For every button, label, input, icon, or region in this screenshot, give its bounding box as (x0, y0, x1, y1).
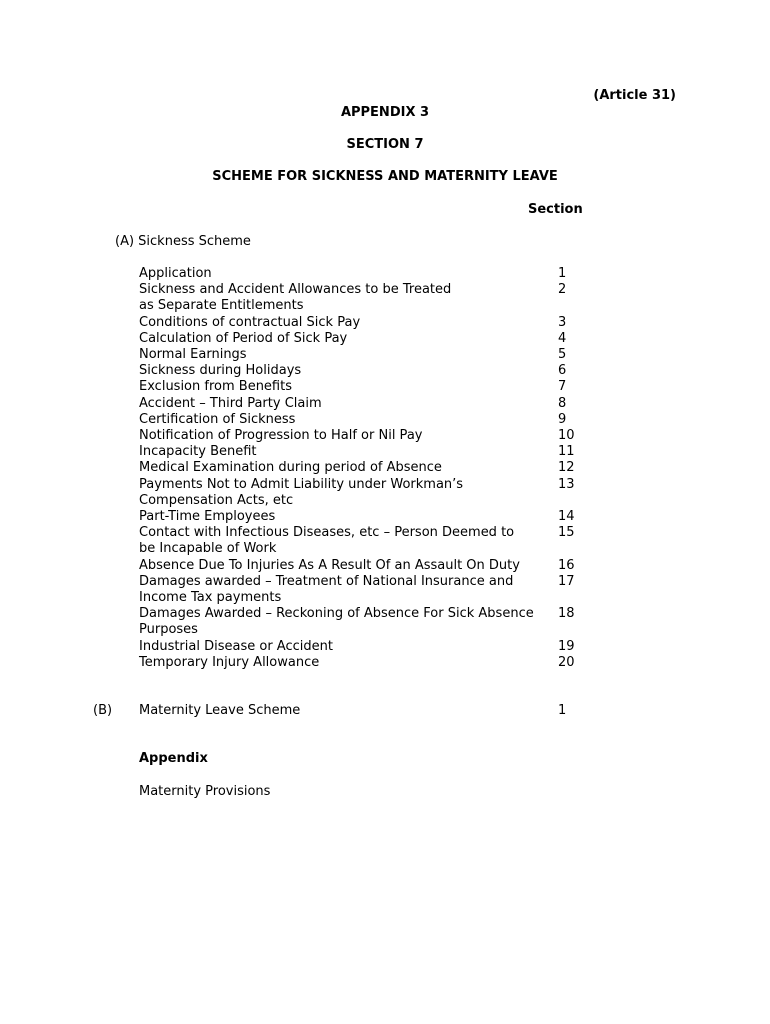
toc-entry (139, 379, 589, 395)
toc-entry-section: 15 (558, 525, 575, 541)
toc-entry-title: Certification of Sickness (139, 411, 296, 427)
toc-entry-section: 4 (558, 330, 567, 346)
toc-entry (139, 428, 589, 444)
toc-entry (139, 558, 589, 574)
toc-entry-section: 14 (558, 509, 575, 525)
sickness-scheme-contents (139, 266, 589, 671)
toc-entry-section: 6 (558, 363, 567, 379)
toc-entry-title: Normal Earnings (139, 347, 247, 363)
toc-entry-title: Notification of Progression to Half or Nil Pay (139, 428, 423, 444)
toc-entry-section: 9 (558, 411, 567, 427)
toc-entry-title: Accident – Third Party Claim (139, 395, 322, 411)
toc-entry (139, 396, 589, 412)
toc-entry-section: 12 (558, 460, 575, 476)
toc-entry (139, 444, 589, 460)
toc-entry-title: Medical Examination during period of Absence (139, 460, 442, 476)
toc-entry-section: 20 (558, 654, 575, 670)
toc-entry-title: Incapacity Benefit (139, 444, 257, 460)
toc-entry-title: Conditions of contractual Sick Pay (139, 314, 361, 330)
toc-entry-section: 8 (558, 395, 567, 411)
part-b-label: (B) (93, 703, 113, 718)
toc-entry-title: Damages awarded – Treatment of National Insurance and Income Tax payments (139, 573, 514, 606)
scheme-title: SCHEME FOR SICKNESS AND MATERNITY LEAVE (212, 169, 558, 184)
toc-entry-section: 16 (558, 557, 575, 573)
toc-entry (139, 509, 589, 525)
toc-entry-section: 1 (558, 266, 567, 281)
toc-entry (139, 460, 589, 476)
toc-entry-section: 10 (558, 428, 575, 444)
toc-entry (139, 412, 589, 428)
toc-entry-title: Damages Awarded – Reckoning of Absence For Sick Absence Purposes (139, 606, 534, 638)
toc-entry-section: 18 (558, 606, 575, 622)
toc-entry-section: 13 (558, 476, 575, 492)
part-b-title: Maternity Leave Scheme (139, 703, 301, 718)
appendix-heading: Appendix (139, 751, 208, 766)
toc-entry-title: Temporary Injury Allowance (139, 654, 320, 670)
section-column-header: Section (528, 202, 583, 217)
toc-entry (139, 477, 589, 509)
toc-entry (139, 639, 589, 655)
toc-entry-title: Exclusion from Benefits (139, 379, 292, 395)
toc-entry-title: Part-Time Employees (139, 509, 276, 525)
toc-entry-section: 5 (558, 347, 567, 363)
toc-entry (139, 525, 589, 557)
part-a-heading: (A) Sickness Scheme (115, 234, 251, 249)
toc-entry-section: 2 (558, 282, 567, 298)
toc-entry (139, 655, 589, 671)
toc-entry (139, 331, 589, 347)
appendix-item: Maternity Provisions (139, 784, 271, 799)
toc-entry-title: Contact with Infectious Diseases, etc – Person Deemed to be Incapable of Work (139, 525, 515, 557)
toc-entry-section: 11 (558, 444, 575, 460)
toc-entry-title: Industrial Disease or Accident (139, 638, 333, 654)
toc-entry (139, 315, 589, 331)
toc-entry-title: Payments Not to Admit Liability under Workman’s Compensation Acts, etc (139, 476, 464, 508)
toc-entry-section: 19 (558, 638, 575, 654)
toc-entry-title: Absence Due To Injuries As A Result Of an Assault On Duty (139, 557, 520, 573)
toc-entry (139, 266, 589, 282)
toc-entry-title: Sickness during Holidays (139, 363, 302, 379)
toc-entry (139, 347, 589, 363)
toc-entry-title: Calculation of Period of Sick Pay (139, 330, 348, 346)
toc-entry-title: Application (139, 266, 212, 281)
toc-entry-section: 7 (558, 379, 567, 395)
toc-entry (139, 574, 589, 606)
toc-entry-section: 17 (558, 573, 575, 589)
toc-entry (139, 282, 589, 314)
toc-entry (139, 363, 589, 379)
part-b-section: 1 (558, 703, 567, 718)
toc-entry (139, 606, 589, 638)
article-reference: (Article 31) (593, 88, 676, 103)
section-title: SECTION 7 (346, 137, 424, 152)
appendix-title: APPENDIX 3 (340, 105, 430, 120)
toc-entry-section: 3 (558, 314, 567, 330)
toc-entry-title: Sickness and Accident Allowances to be Treated as Separate Entitlements (139, 282, 452, 314)
